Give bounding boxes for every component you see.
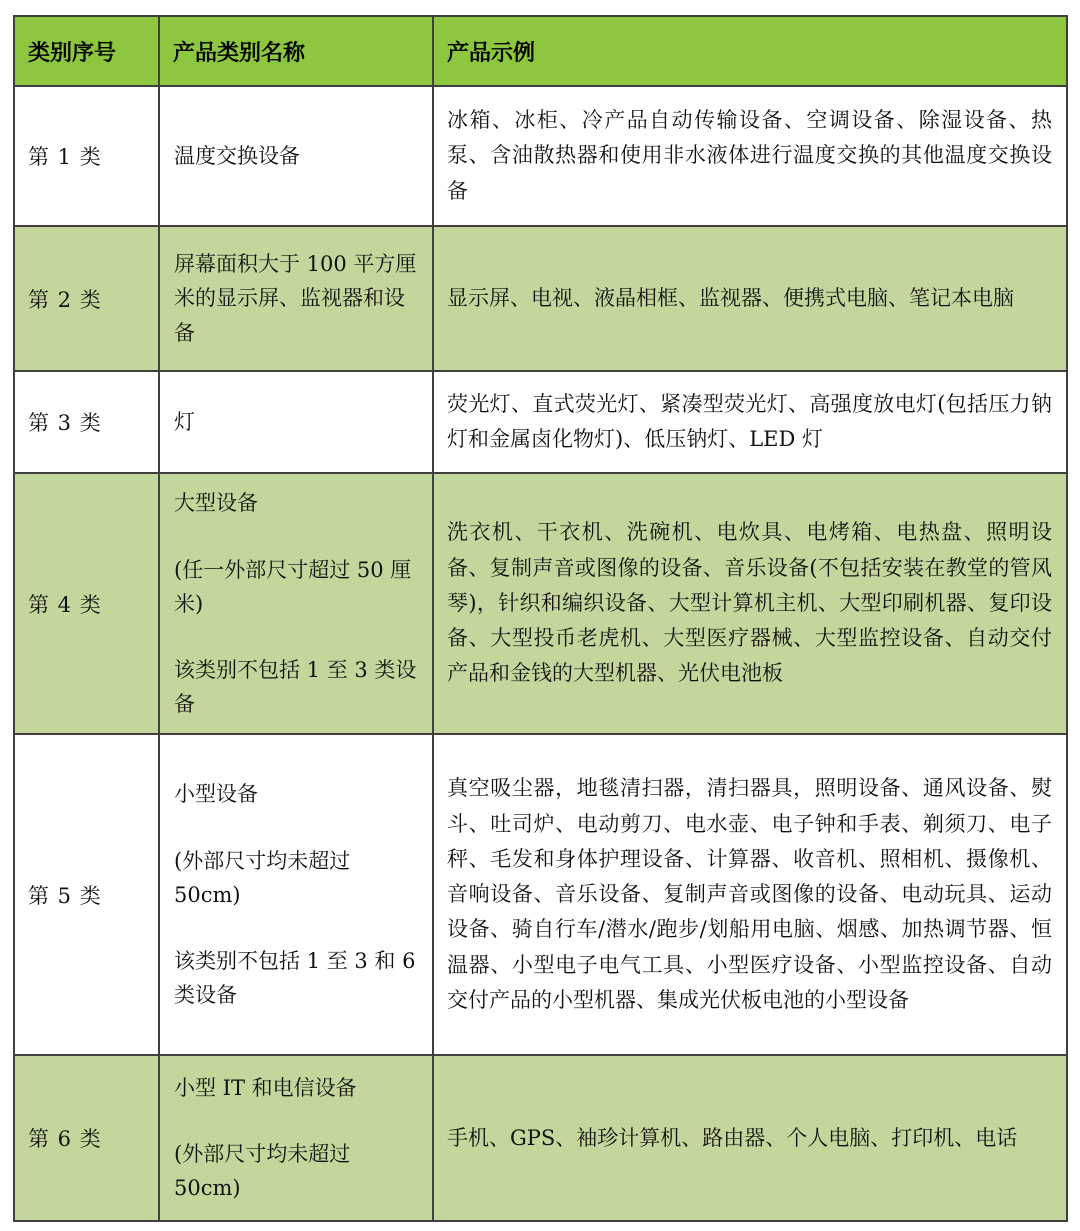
category-name — [159, 734, 433, 1055]
table-row-category-4 — [14, 473, 1067, 734]
category-name — [159, 226, 433, 371]
category-name-line: 该类别不包括 1 至 3 类设备 — [174, 658, 417, 717]
category-examples: 洗衣机、干衣机、洗碗机、电炊具、电烤箱、电热盘、照明设备、复制声音或图像的设备、音乐设备(不包括安装在教堂的管风琴)，针织和编织设备、大型计算机主机、大型印刷机器、复印设备、大型投币老虎机、大型医疗器械、大型监控设备、自动交付产品和金钱的大型机器、光伏电池板 — [433, 473, 1067, 734]
category-name-line: 温度交换设备 — [174, 143, 300, 168]
category-number: 第 6 类 — [14, 1055, 159, 1221]
category-examples: 显示屏、电视、液晶相框、监视器、便携式电脑、笔记本电脑 — [433, 226, 1067, 371]
header-category: 类别序号 — [14, 16, 159, 86]
category-number: 第 2 类 — [14, 226, 159, 371]
table-row-category-3 — [14, 371, 1067, 473]
category-examples: 冰箱、冰柜、冷产品自动传输设备、空调设备、除湿设备、热泵、含油散热器和使用非水液体进行温度交换的其他温度交换设备 — [433, 86, 1067, 226]
table-row-category-1 — [14, 86, 1067, 226]
category-number: 第 1 类 — [14, 86, 159, 226]
category-name-line: 小型 IT 和电信设备 — [174, 1075, 357, 1100]
category-name — [159, 371, 433, 473]
category-number: 第 4 类 — [14, 473, 159, 734]
category-name-line: 灯 — [174, 409, 195, 434]
category-name-line: 屏幕面积大于 100 平方厘米的显示屏、监视器和设备 — [174, 252, 417, 345]
header-name: 产品类别名称 — [159, 16, 433, 86]
category-name — [159, 473, 433, 734]
category-number: 第 5 类 — [14, 734, 159, 1055]
header-row — [14, 16, 1067, 86]
category-name — [159, 86, 433, 226]
table-row-category-2 — [14, 226, 1067, 371]
header-examples: 产品示例 — [433, 16, 1067, 86]
category-name-line: 小型设备 — [174, 782, 258, 807]
category-examples: 荧光灯、直式荧光灯、紧凑型荧光灯、高强度放电灯(包括压力钠灯和金属卤化物灯)、低压钠灯、LED 灯 — [433, 371, 1067, 473]
category-examples: 手机、GPS、袖珍计算机、路由器、个人电脑、打印机、电话 — [433, 1055, 1067, 1221]
table-row-category-5 — [14, 734, 1067, 1055]
category-number: 第 3 类 — [14, 371, 159, 473]
category-name-line: (外部尺寸均未超过 50cm) — [174, 1142, 351, 1201]
table-row-category-6 — [14, 1055, 1067, 1221]
category-name-line: 大型设备 — [174, 491, 258, 515]
category-name — [159, 1055, 433, 1221]
product-category-table — [13, 15, 1068, 1222]
category-examples: 真空吸尘器，地毯清扫器，清扫器具，照明设备、通风设备、熨斗、吐司炉、电动剪刀、电水壶、电子钟和手表、剃须刀、电子秤、毛发和身体护理设备、计算器、收音机、照相机、摄像机、音响设备、音乐设备、复制声音或图像的设备、电动玩具、运动设备、骑自行车/潜水/跑步/划船用电脑、烟感、加热调节器、恒温器、小型电子电气工具、小型医疗设备、小型监控设备、自动交付产品的小型机器、集成光伏板电池的小型设备 — [433, 734, 1067, 1055]
category-name-line: 该类别不包括 1 至 3 和 6 类设备 — [174, 949, 416, 1008]
category-name-line: (任一外部尺寸超过 50 厘米) — [174, 557, 412, 616]
category-name-line: (外部尺寸均未超过 50cm) — [174, 848, 351, 907]
